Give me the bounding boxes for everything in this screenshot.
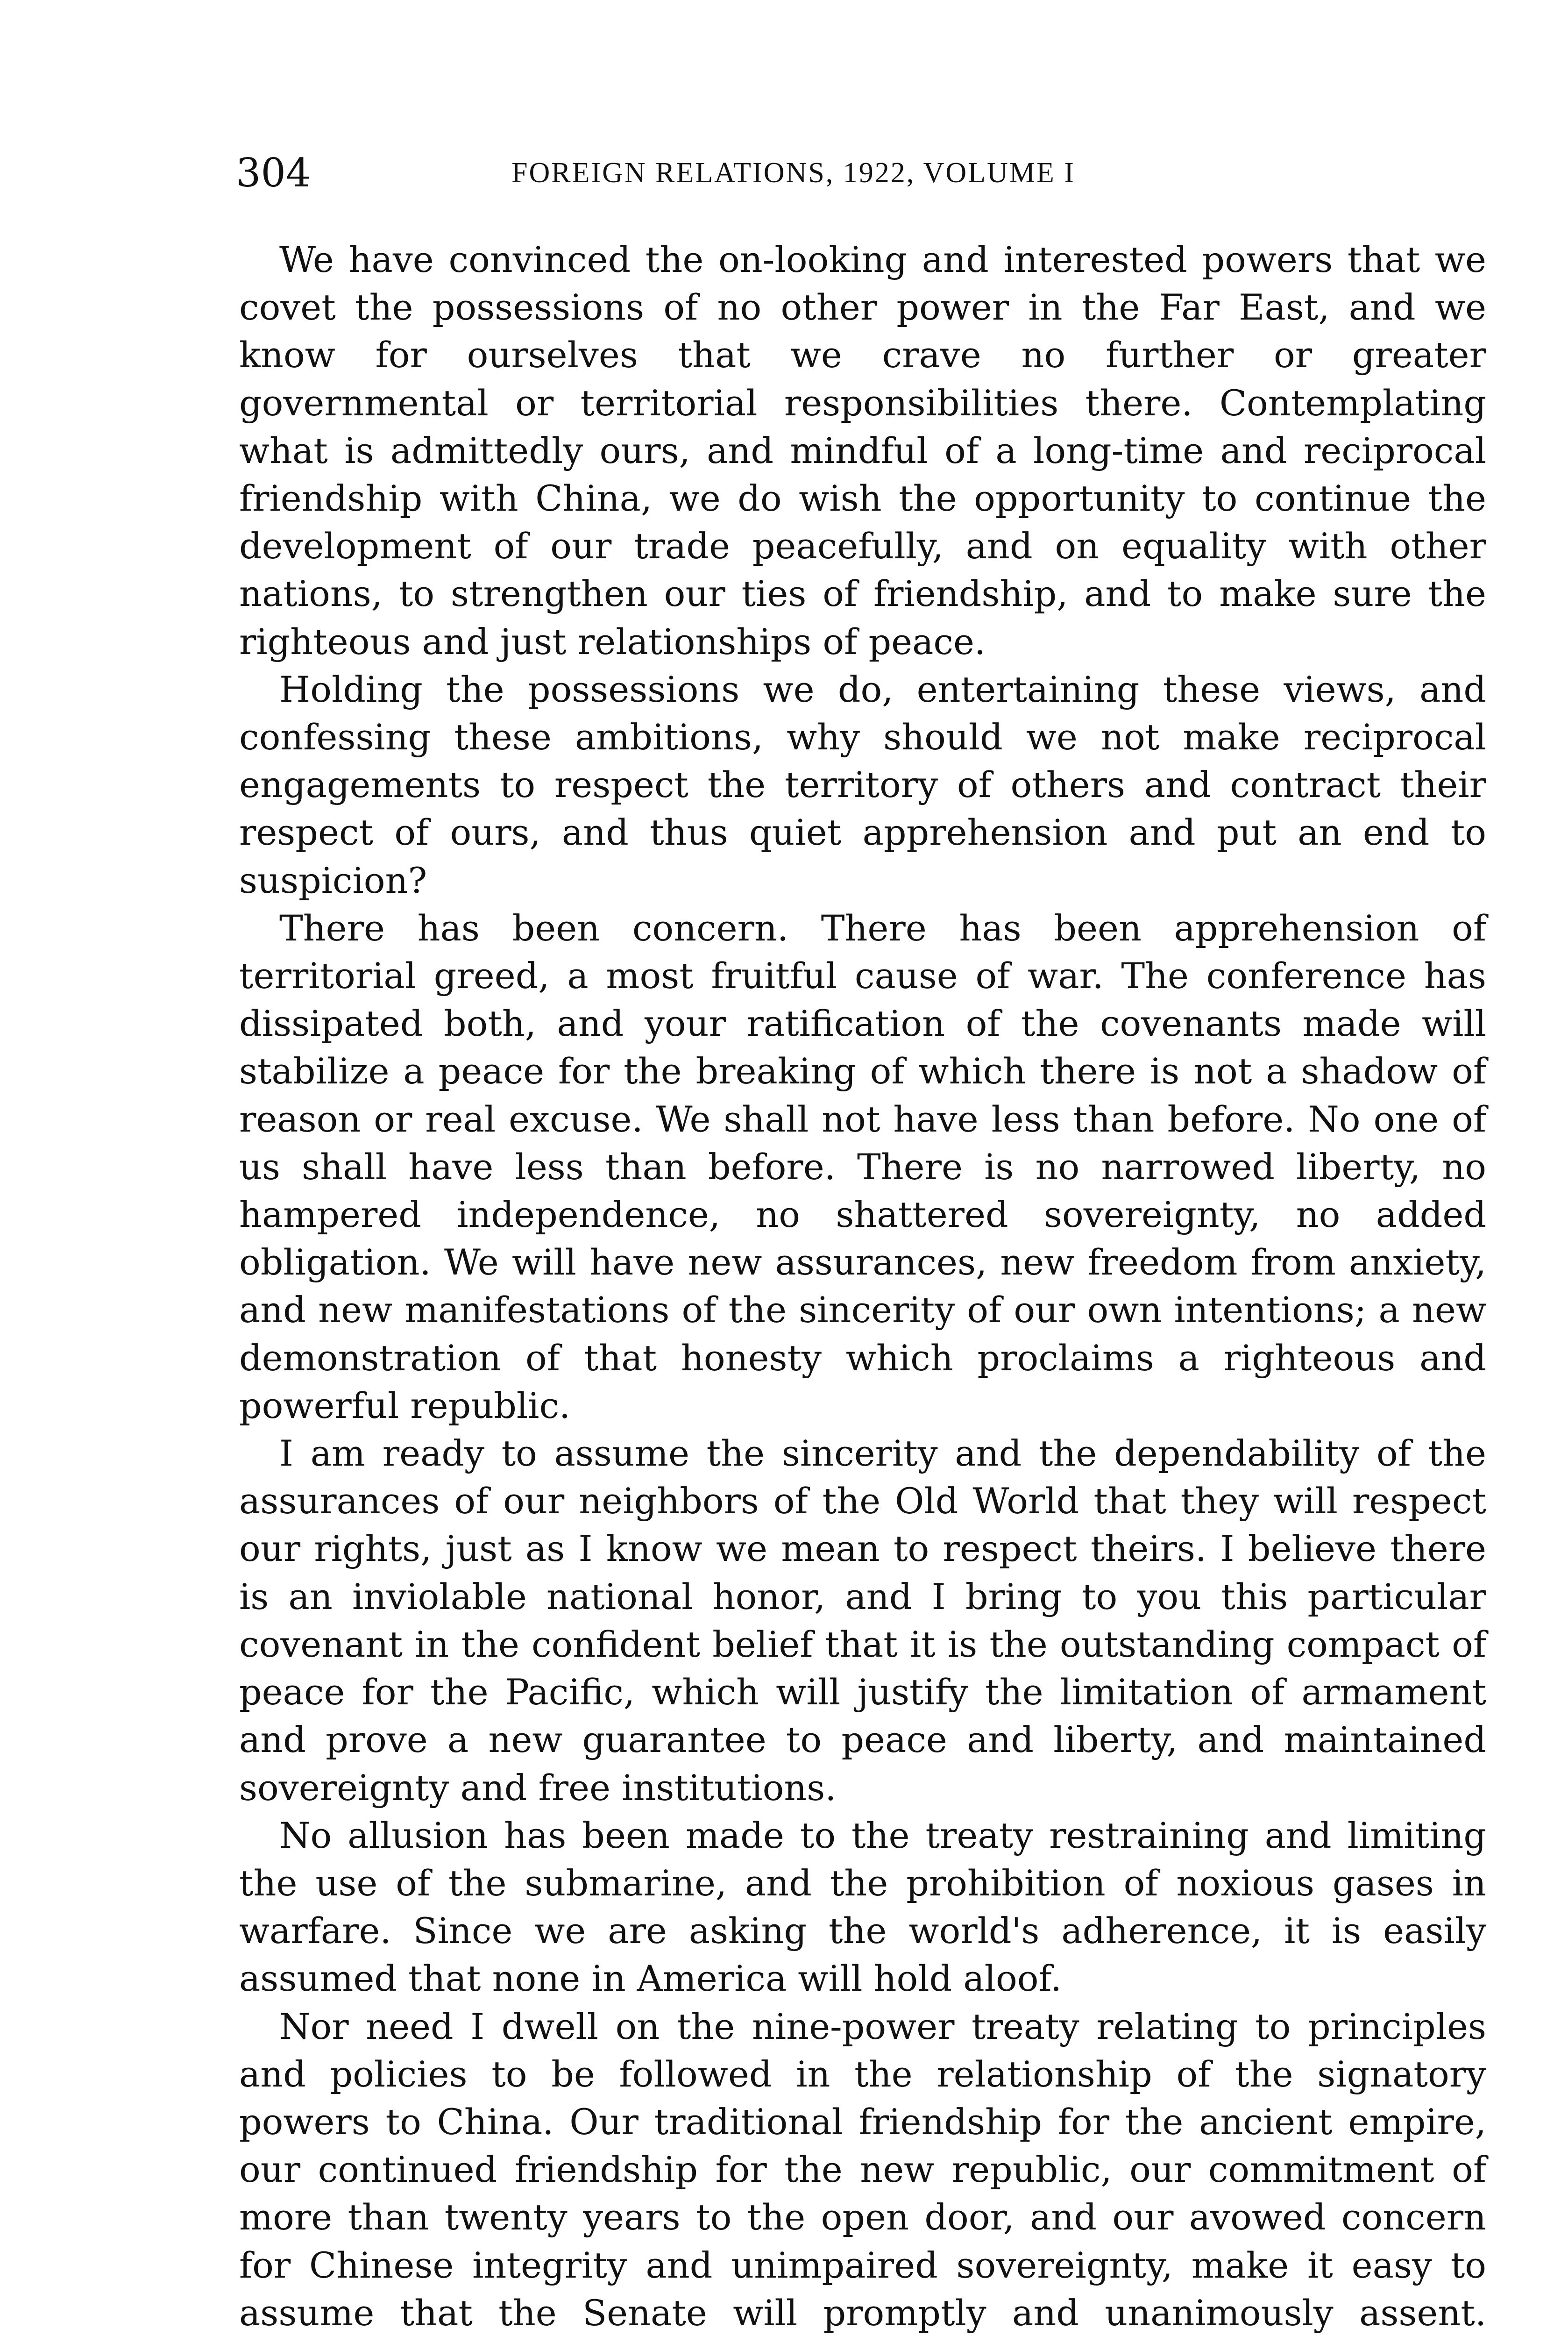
paragraph-1: We have convinced the on-looking and interested powers that we covet the possessions of no other power in the Far East, and we know for ourselves that we crave no further or greater governmental or territorial responsibilities there. Contemplating what is admittedly ours, and mindful of a long-time and reciprocal friendship with China, we do wish the opportunity to continue the development of our trade peacefully, and on equality with other nations, to strengthen our ties of friendship, and to make sure the righteous and just relationships of peace. bbox=[239, 239, 1486, 662]
page-header bbox=[236, 140, 1497, 206]
paragraph-2: Holding the possessions we do, entertaining these views, and confessing these ambitions, why should we not make reciprocal engagements to respect the territory of others and contract their respect of ours, and thus quiet apprehension and put an end to suspicion? bbox=[239, 668, 1486, 901]
paragraph-4: I am ready to assume the sincerity and the dependability of the assurances of our neighbors of the Old World that they will respect our rights, just as I know we mean to respect theirs. I believe there is an inviolable national honor, and I bring to you this particular covenant in the confident belief that it is the outstanding compact of peace for the Pacific, which will justify the limitation of armament and prove a new guarantee to peace and liberty, and maintained sovereignty and free institutions. bbox=[239, 1432, 1486, 1809]
running-head: FOREIGN RELATIONS, 1922, VOLUME I bbox=[511, 157, 1075, 189]
body-text bbox=[239, 236, 1486, 2336]
paragraph-6: Nor need I dwell on the nine-power treaty relating to principles and policies to be followed in the relationship of the signatory powers to China. Our traditional friendship for the ancient empire, our continued friendship for the new republic, our commitment of more than twenty years to the open door, and our avowed concern for Chinese integrity and unimpaired sovereignty, make it easy to assume that the Senate will promptly and unanimously assent. bbox=[239, 2005, 1486, 2334]
paragraph-3: There has been concern. There has been apprehension of territorial greed, a most fruitful cause of war. The conference has dissipated both, and your ratification of the covenants made will stabilize a peace for the breaking of which there is not a shadow of reason or real excuse. We shall not have less than before. No one of us shall have less than before. There is no narrowed liberty, no hampered independence, no shattered sovereignty, no added obligation. We will have new assurances, new freedom from anxiety, and new manifestations of the sincerity of our own intentions; a new demonstration of that honesty which proclaims a righteous and powerful republic. bbox=[239, 907, 1486, 1426]
paragraph-5: No allusion has been made to the treaty restraining and limiting the use of the submarine, and the prohibition of noxious gases in warfare. Since we are asking the world's adherence, it is easily assumed that none in America will hold aloof. bbox=[239, 1814, 1486, 2000]
page-number: 304 bbox=[236, 150, 311, 196]
